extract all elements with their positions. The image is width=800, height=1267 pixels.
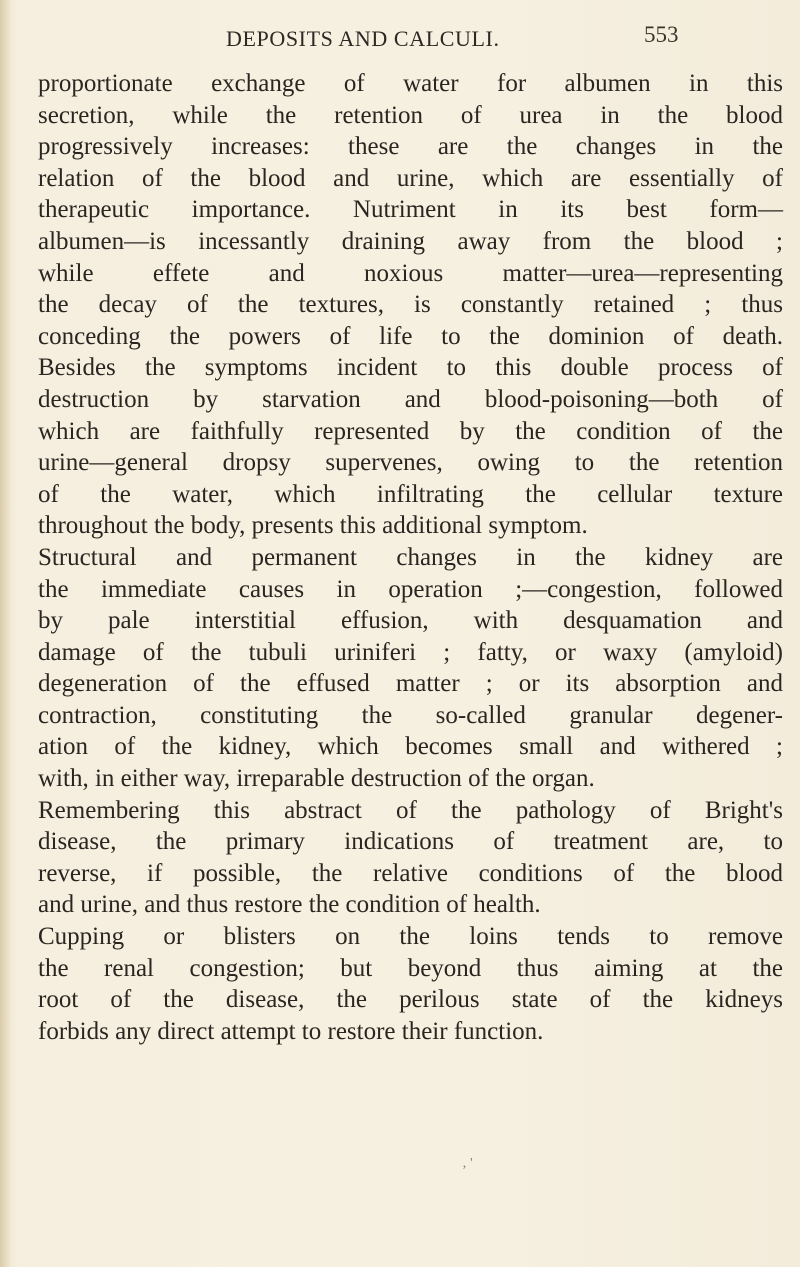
text-line: while effete and noxious matter—urea—representing: [38, 259, 783, 287]
text-line: albumen—is incessantly draining away from the blood ;: [38, 227, 783, 255]
text-line: and urine, and thus restore the condition of health.: [38, 891, 541, 919]
text-line: root of the disease, the perilous state of the kidneys: [38, 986, 783, 1014]
text-line: contraction, constituting the so-called granular degener-: [38, 701, 783, 729]
text-line: with, in either way, irreparable destruction of the organ.: [38, 765, 595, 793]
text-line: Remembering this abstract of the pathology of Bright's: [38, 796, 783, 824]
text-line: proportionate exchange of water for albumen in this: [38, 70, 783, 97]
text-line: Cupping or blisters on the loins tends to remove: [38, 923, 783, 951]
text-line: conceding the powers of life to the dominion of death.: [38, 322, 783, 350]
text-line: relation of the blood and urine, which are essentially of: [38, 164, 783, 192]
text-line: secretion, while the retention of urea in the blood: [38, 101, 783, 129]
text-line: reverse, if possible, the relative conditions of the blood: [38, 859, 783, 887]
text-line: disease, the primary indications of treatment are, to: [38, 828, 783, 856]
text-line: the renal congestion; but beyond thus aiming at the: [38, 954, 783, 982]
text-line: therapeutic importance. Nutriment in its best form—: [38, 196, 783, 224]
page-gutter-edge: [0, 0, 10, 1267]
page-number: 553: [644, 22, 679, 47]
text-line: throughout the body, presents this additional symptom.: [38, 512, 588, 540]
text-line: forbids any direct attempt to restore their function.: [38, 1017, 544, 1045]
text-line: progressively increases: these are the changes in the: [38, 133, 783, 161]
stray-mark: ‚ ': [462, 1156, 473, 1171]
text-line: ation of the kidney, which becomes small and withered ;: [38, 733, 783, 761]
text-line: destruction by starvation and blood-poisoning—both of: [38, 385, 783, 413]
text-line: by pale interstitial effusion, with desquamation and: [38, 607, 783, 635]
text-line: damage of the tubuli uriniferi ; fatty, or waxy (amyloid): [38, 638, 783, 666]
text-line: degeneration of the effused matter ; or its absorption and: [38, 670, 783, 698]
running-head: DEPOSITS AND CALCULI.: [226, 26, 500, 51]
page-header: [0, 22, 800, 56]
text-line: Besides the symptoms incident to this double process of: [38, 354, 783, 382]
text-line: the decay of the textures, is constantly retained ; thus: [38, 291, 783, 319]
text-line: urine—general dropsy supervenes, owing to the retention: [38, 449, 783, 477]
text-line: the immediate causes in operation ;—congestion, followed: [38, 575, 783, 603]
body-text: [38, 68, 783, 1047]
text-line: of the water, which infiltrating the cellular texture: [38, 480, 783, 508]
text-line: which are faithfully represented by the condition of the: [38, 417, 783, 445]
text-line: Structural and permanent changes in the kidney are: [38, 543, 783, 571]
